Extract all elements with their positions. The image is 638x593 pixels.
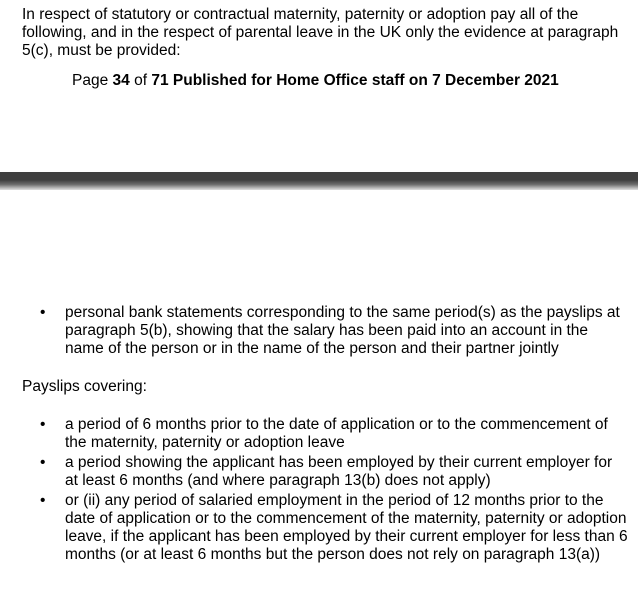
list-item xyxy=(0,416,638,452)
bullet-icon: • xyxy=(40,304,46,321)
page-number: 34 xyxy=(112,72,130,89)
bullet-icon: • xyxy=(40,416,46,433)
total-pages: 71 xyxy=(151,72,169,89)
bullet-icon: • xyxy=(40,454,46,471)
page-word: Page xyxy=(72,72,109,89)
list-item-text: personal bank statements corresponding to the same period(s) as the payslips at paragraph 5(b), showing that the salary has been paid into an account in the name of the person or in the name of the person and their partner jointly xyxy=(65,304,620,357)
of-word: of xyxy=(134,72,148,89)
list-item xyxy=(0,454,638,490)
page-footer xyxy=(72,72,559,90)
list-item-text: a period showing the applicant has been employed by their current employer for at least 6 months (and where paragraph 13(b) does not apply) xyxy=(65,454,613,489)
intro-paragraph: In respect of statutory or contractual maternity, paternity or adoption pay all of the following, and in the respect of parental leave in the UK only the evidence at paragraph 5(c), must be provided: xyxy=(22,6,619,59)
bullet-icon: • xyxy=(40,492,46,509)
list-item xyxy=(0,304,638,358)
published-text: Published for Home Office staff on 7 December 2021 xyxy=(172,72,559,89)
payslips-list xyxy=(0,416,638,566)
list-item xyxy=(0,492,638,564)
bank-statements-list xyxy=(0,304,638,358)
page-separator xyxy=(0,172,638,190)
payslips-heading: Payslips covering: xyxy=(22,378,147,395)
list-item-text: a period of 6 months prior to the date of application or to the commencement of the maternity, paternity or adoption leave xyxy=(65,416,608,451)
list-item-text: or (ii) any period of salaried employment in the period of 12 months prior to the date of application or to the commencement of the maternity, paternity or adoption leave, if the applicant has been employed by their current employer for less than 6 months (or at least 6 months but the person does not rely on paragraph 13(a)) xyxy=(65,492,628,563)
